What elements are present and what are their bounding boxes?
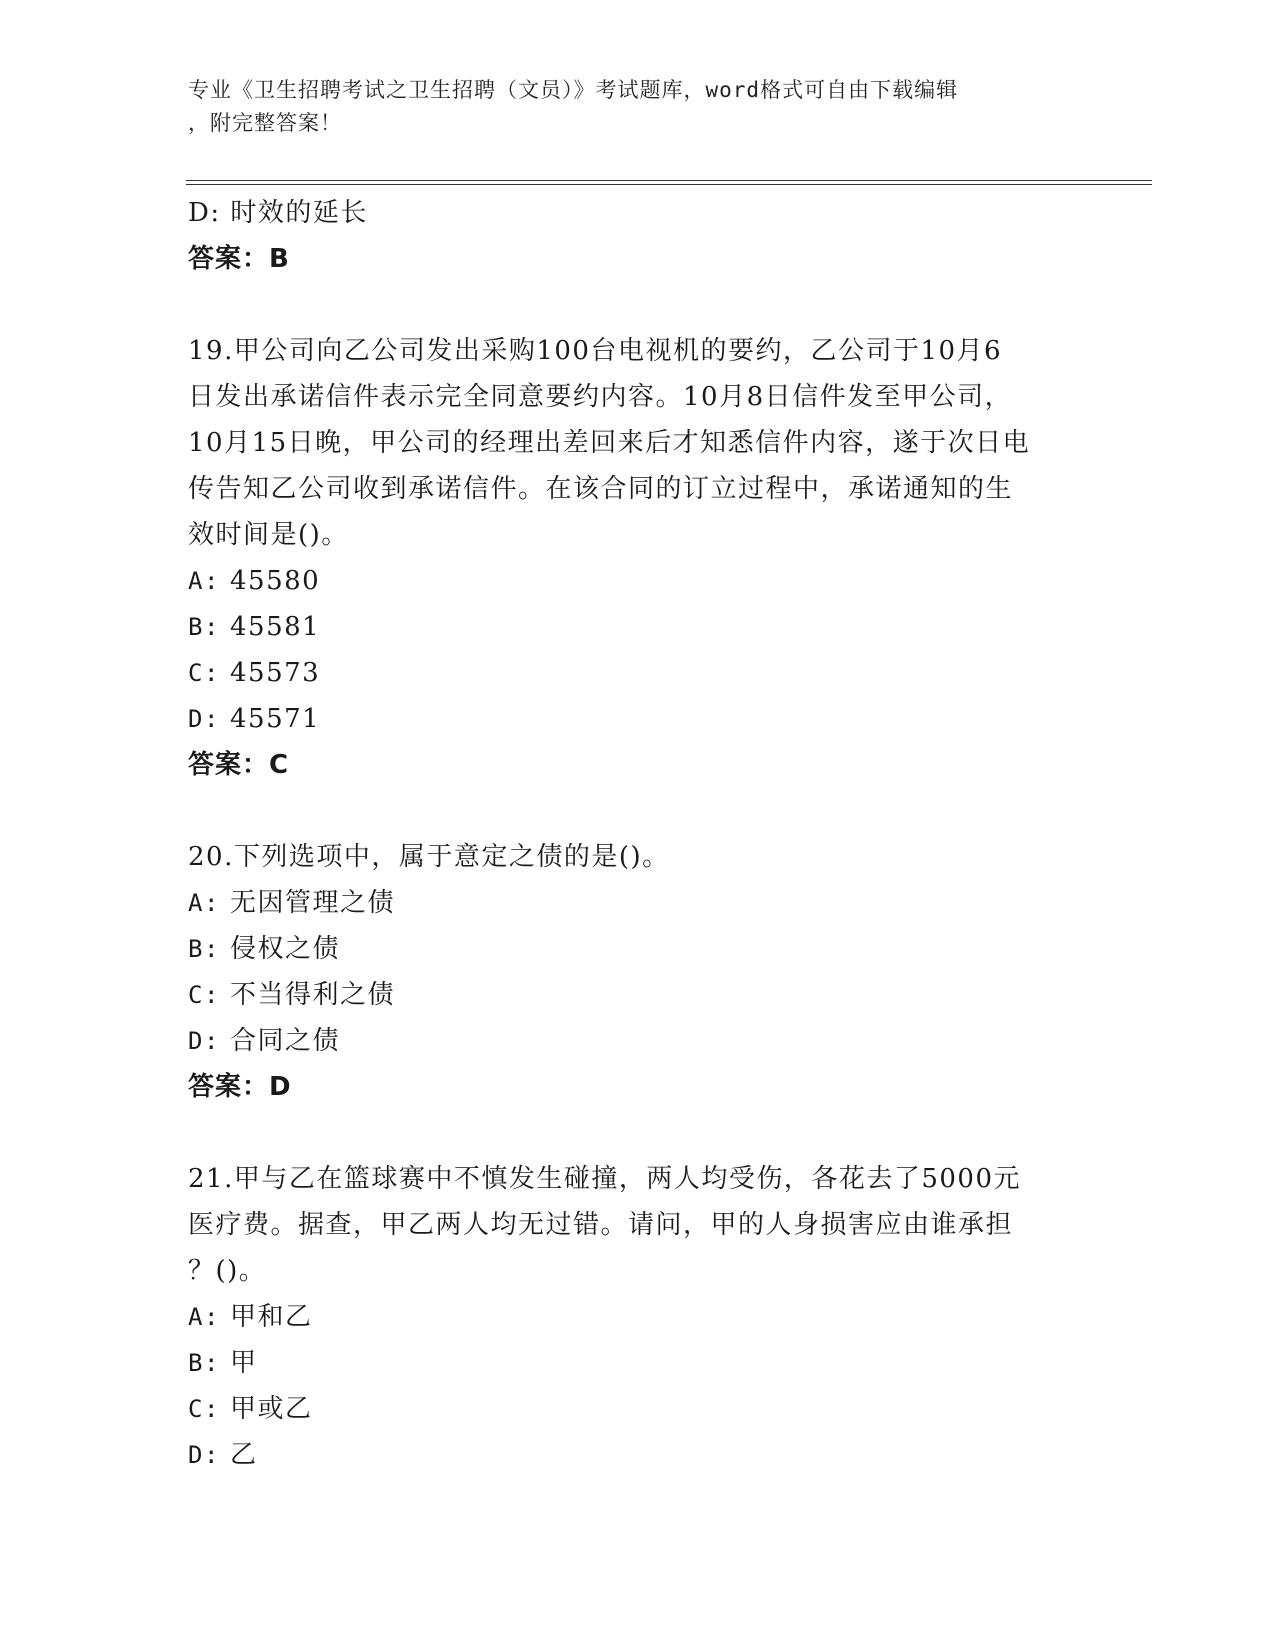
- question-20-option-c: [188, 972, 1088, 1018]
- option-text: 乙: [230, 1440, 258, 1470]
- header-divider-bottom: [186, 184, 1152, 185]
- option-letter: D:: [188, 705, 220, 733]
- option-letter: C:: [188, 1395, 220, 1423]
- option-text: 45571: [230, 704, 321, 734]
- option-text: 甲或乙: [230, 1394, 313, 1424]
- question-content: [188, 190, 1088, 1478]
- question-19-line: 日发出承诺信件表示完全同意要约内容。10月8日信件发至甲公司，: [188, 382, 1013, 412]
- question-19-option-d: [188, 696, 1088, 742]
- spacer: [188, 788, 1088, 834]
- question-19: [188, 328, 1088, 788]
- option-letter: C:: [188, 659, 220, 687]
- prev-answer: 答案：B: [188, 244, 290, 274]
- header-line-1: 专业《卫生招聘考试之卫生招聘（文员）》考试题库，word格式可自由下载编辑: [188, 78, 959, 102]
- question-20-answer: 答案：D: [188, 1072, 292, 1102]
- option-text: 45580: [230, 566, 321, 596]
- question-19-option-c: [188, 650, 1088, 696]
- option-text: 合同之债: [230, 1026, 341, 1056]
- question-21-line: 医疗费。据查，甲乙两人均无过错。请问，甲的人身损害应由谁承担: [188, 1210, 1014, 1240]
- option-letter: B:: [188, 613, 220, 641]
- question-19-option-b: [188, 604, 1088, 650]
- question-19-answer: 答案：C: [188, 750, 290, 780]
- header-divider-top: [186, 180, 1152, 181]
- question-20: [188, 834, 1088, 1110]
- option-text: 甲: [230, 1348, 258, 1378]
- option-letter: B:: [188, 1349, 220, 1377]
- spacer: [188, 282, 1088, 328]
- option-letter: B:: [188, 935, 220, 963]
- question-21-line: 21.甲与乙在篮球赛中不慎发生碰撞，两人均受伤，各花去了5000元: [188, 1164, 1022, 1194]
- prev-option-d: D: 时效的延长: [188, 198, 368, 228]
- question-21-option-d: [188, 1432, 1088, 1478]
- question-21-option-b: [188, 1340, 1088, 1386]
- question-21-line: ？()。: [188, 1256, 267, 1286]
- question-19-line: 效时间是()。: [188, 520, 349, 550]
- option-letter: C:: [188, 981, 220, 1009]
- option-text: 45573: [230, 658, 321, 688]
- question-19-line: 10月15日晚，甲公司的经理出差回来后才知悉信件内容，遂于次日电: [188, 428, 1031, 458]
- question-19-line: 19.甲公司向乙公司发出采购100台电视机的要约，乙公司于10月6: [188, 336, 1003, 366]
- option-letter: A:: [188, 889, 220, 917]
- question-21-option-c: [188, 1386, 1088, 1432]
- question-20-line: 20.下列选项中，属于意定之债的是()。: [188, 842, 670, 872]
- option-letter: D:: [188, 1441, 220, 1469]
- header-line-2: ，附完整答案！: [188, 111, 342, 135]
- option-text: 45581: [230, 612, 321, 642]
- option-text: 无因管理之债: [230, 888, 396, 918]
- option-letter: A:: [188, 567, 220, 595]
- option-text: 不当得利之债: [230, 980, 396, 1010]
- question-21-option-a: [188, 1294, 1088, 1340]
- spacer: [188, 1110, 1088, 1156]
- option-text: 侵权之债: [230, 934, 341, 964]
- option-letter: D:: [188, 1027, 220, 1055]
- question-20-option-a: [188, 880, 1088, 926]
- question-20-option-b: [188, 926, 1088, 972]
- option-letter: A:: [188, 1303, 220, 1331]
- question-21: [188, 1156, 1088, 1478]
- question-20-option-d: [188, 1018, 1088, 1064]
- question-19-option-a: [188, 558, 1088, 604]
- document-header: [188, 74, 1088, 140]
- question-19-line: 传告知乙公司收到承诺信件。在该合同的订立过程中，承诺通知的生: [188, 474, 1014, 504]
- option-text: 甲和乙: [230, 1302, 313, 1332]
